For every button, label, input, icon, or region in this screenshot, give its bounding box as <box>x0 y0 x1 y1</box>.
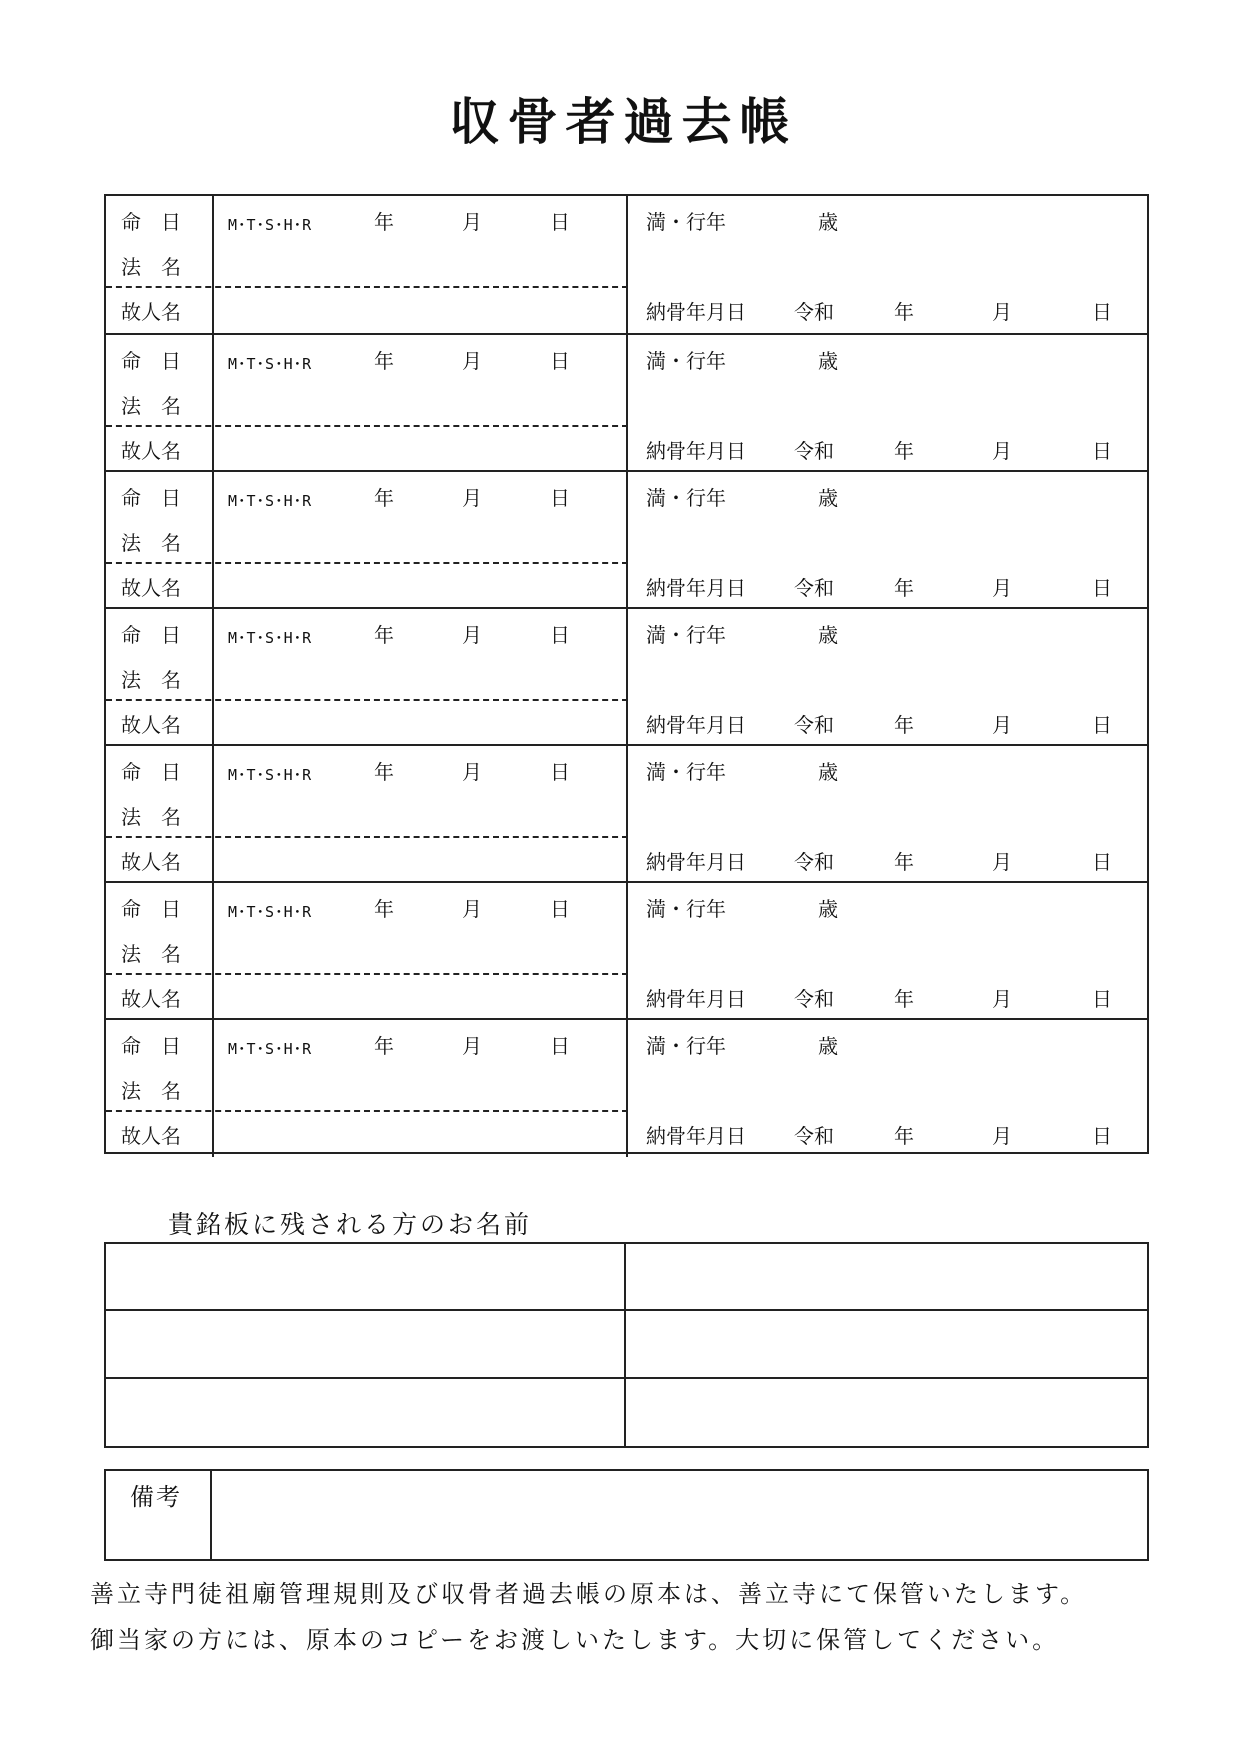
age-label: 満・行年 <box>646 210 726 234</box>
remarks-field[interactable] <box>212 1471 1147 1559</box>
dharma-name-field[interactable] <box>214 790 626 834</box>
age-column-divider <box>626 609 628 746</box>
interment-month-label: 月 <box>992 439 1012 463</box>
age-label: 満・行年 <box>646 349 726 373</box>
dashed-separator <box>106 836 628 838</box>
interment-month-label: 月 <box>992 713 1012 737</box>
age-label: 満・行年 <box>646 1034 726 1058</box>
month-label: 月 <box>462 897 482 921</box>
deceased-name-label: 故人名 <box>121 1124 181 1148</box>
dharma-name-field[interactable] <box>214 1064 626 1108</box>
interment-day-label: 日 <box>1092 576 1112 600</box>
month-label: 月 <box>462 210 482 234</box>
deceased-name-label: 故人名 <box>121 850 181 874</box>
age-column-divider <box>626 196 628 333</box>
day-label: 日 <box>550 623 570 647</box>
era-options: M･T･S･H･R <box>228 216 313 234</box>
interment-month-label: 月 <box>992 987 1012 1011</box>
age-unit: 歳 <box>818 1034 838 1058</box>
dharma-name-label: 法 名 <box>121 668 181 692</box>
interment-day-label: 日 <box>1092 850 1112 874</box>
interment-era: 令和 <box>794 300 834 324</box>
plaque-name-field[interactable] <box>626 1244 1147 1311</box>
dashed-separator <box>106 562 628 564</box>
year-label: 年 <box>374 486 394 510</box>
year-label: 年 <box>374 897 394 921</box>
dharma-name-field[interactable] <box>214 379 626 423</box>
interment-era: 令和 <box>794 987 834 1011</box>
dharma-name-label: 法 名 <box>121 1079 181 1103</box>
age-unit: 歳 <box>818 760 838 784</box>
era-options: M･T･S･H･R <box>228 903 313 921</box>
age-column-divider <box>626 1020 628 1157</box>
dharma-name-field[interactable] <box>214 516 626 560</box>
death-date-label: 命 日 <box>121 1034 181 1058</box>
age-label: 満・行年 <box>646 486 726 510</box>
death-date-label: 命 日 <box>121 623 181 647</box>
record-row <box>106 607 1147 746</box>
deceased-name-label: 故人名 <box>121 987 181 1011</box>
deceased-name-label: 故人名 <box>121 713 181 737</box>
month-label: 月 <box>462 486 482 510</box>
era-options: M･T･S･H･R <box>228 766 313 784</box>
record-row <box>106 881 1147 1020</box>
plaque-names-table <box>104 1242 1149 1448</box>
records-table <box>104 194 1149 1154</box>
death-date-label: 命 日 <box>121 897 181 921</box>
interment-month-label: 月 <box>992 576 1012 600</box>
death-date-label: 命 日 <box>121 349 181 373</box>
deceased-name-label: 故人名 <box>121 439 181 463</box>
month-label: 月 <box>462 760 482 784</box>
deceased-name-label: 故人名 <box>121 576 181 600</box>
deceased-name-field[interactable] <box>214 1113 626 1157</box>
age-unit: 歳 <box>818 349 838 373</box>
interment-date-label: 納骨年月日 <box>646 1124 746 1148</box>
age-unit: 歳 <box>818 210 838 234</box>
year-label: 年 <box>374 210 394 234</box>
plaque-names-heading: 貴銘板に残される方のお名前 <box>168 1210 533 1239</box>
dharma-name-label: 法 名 <box>121 805 181 829</box>
record-row <box>106 744 1147 883</box>
dashed-separator <box>106 973 628 975</box>
age-label: 満・行年 <box>646 623 726 647</box>
deceased-name-field[interactable] <box>214 702 626 746</box>
footer-note-2: 御当家の方には、原本のコピーをお渡しいたします。大切に保管してください。 <box>90 1626 1060 1654</box>
day-label: 日 <box>550 486 570 510</box>
month-label: 月 <box>462 623 482 647</box>
day-label: 日 <box>550 760 570 784</box>
interment-date-label: 納骨年月日 <box>646 300 746 324</box>
plaque-name-field[interactable] <box>106 1244 626 1311</box>
remarks-box <box>104 1469 1149 1561</box>
plaque-name-field[interactable] <box>626 1311 1147 1379</box>
remarks-label-cell <box>106 1471 212 1559</box>
interment-year-label: 年 <box>894 439 914 463</box>
dharma-name-label: 法 名 <box>121 255 181 279</box>
age-column-divider <box>626 335 628 472</box>
age-column-divider <box>626 472 628 609</box>
interment-date-label: 納骨年月日 <box>646 850 746 874</box>
month-label: 月 <box>462 349 482 373</box>
age-unit: 歳 <box>818 897 838 921</box>
day-label: 日 <box>550 210 570 234</box>
interment-year-label: 年 <box>894 576 914 600</box>
dashed-separator <box>106 1110 628 1112</box>
interment-month-label: 月 <box>992 300 1012 324</box>
remarks-label: 備考 <box>130 1483 182 1511</box>
age-unit: 歳 <box>818 623 838 647</box>
year-label: 年 <box>374 623 394 647</box>
deceased-name-field[interactable] <box>214 428 626 472</box>
age-label: 満・行年 <box>646 760 726 784</box>
deceased-name-field[interactable] <box>214 976 626 1020</box>
interment-date-label: 納骨年月日 <box>646 713 746 737</box>
interment-day-label: 日 <box>1092 300 1112 324</box>
interment-era: 令和 <box>794 1124 834 1148</box>
interment-date-label: 納骨年月日 <box>646 576 746 600</box>
dashed-separator <box>106 699 628 701</box>
era-options: M･T･S･H･R <box>228 629 313 647</box>
record-row <box>106 196 1147 333</box>
year-label: 年 <box>374 349 394 373</box>
interment-month-label: 月 <box>992 1124 1012 1148</box>
interment-era: 令和 <box>794 576 834 600</box>
day-label: 日 <box>550 1034 570 1058</box>
interment-era: 令和 <box>794 439 834 463</box>
interment-date-label: 納骨年月日 <box>646 987 746 1011</box>
interment-year-label: 年 <box>894 713 914 737</box>
interment-month-label: 月 <box>992 850 1012 874</box>
dashed-separator <box>106 286 628 288</box>
interment-day-label: 日 <box>1092 1124 1112 1148</box>
interment-era: 令和 <box>794 850 834 874</box>
interment-year-label: 年 <box>894 850 914 874</box>
death-date-label: 命 日 <box>121 486 181 510</box>
deceased-name-field[interactable] <box>214 289 626 333</box>
dashed-separator <box>106 425 628 427</box>
age-label: 満・行年 <box>646 897 726 921</box>
death-date-label: 命 日 <box>121 760 181 784</box>
footer-note-1: 善立寺門徒祖廟管理規則及び収骨者過去帳の原本は、善立寺にて保管いたします。 <box>90 1580 1088 1608</box>
interment-year-label: 年 <box>894 300 914 324</box>
era-options: M･T･S･H･R <box>228 1040 313 1058</box>
age-column-divider <box>626 883 628 1020</box>
month-label: 月 <box>462 1034 482 1058</box>
day-label: 日 <box>550 349 570 373</box>
era-options: M･T･S･H･R <box>228 492 313 510</box>
dharma-name-label: 法 名 <box>121 942 181 966</box>
dharma-name-label: 法 名 <box>121 531 181 555</box>
death-date-label: 命 日 <box>121 210 181 234</box>
record-row <box>106 1018 1147 1157</box>
interment-year-label: 年 <box>894 1124 914 1148</box>
deceased-name-field[interactable] <box>214 565 626 609</box>
year-label: 年 <box>374 1034 394 1058</box>
era-options: M･T･S･H･R <box>228 355 313 373</box>
plaque-name-field[interactable] <box>106 1311 626 1379</box>
dharma-name-field[interactable] <box>214 653 626 697</box>
record-row <box>106 470 1147 609</box>
dharma-name-field[interactable] <box>214 927 626 971</box>
age-unit: 歳 <box>818 486 838 510</box>
interment-date-label: 納骨年月日 <box>646 439 746 463</box>
interment-year-label: 年 <box>894 987 914 1011</box>
dharma-name-label: 法 名 <box>121 394 181 418</box>
deceased-name-field[interactable] <box>214 839 626 883</box>
plaque-name-field[interactable] <box>106 1379 626 1446</box>
page-title: 収骨者過去帳 <box>449 92 798 151</box>
deceased-name-label: 故人名 <box>121 300 181 324</box>
interment-day-label: 日 <box>1092 713 1112 737</box>
dharma-name-field[interactable] <box>214 240 626 284</box>
interment-era: 令和 <box>794 713 834 737</box>
year-label: 年 <box>374 760 394 784</box>
interment-day-label: 日 <box>1092 439 1112 463</box>
day-label: 日 <box>550 897 570 921</box>
age-column-divider <box>626 746 628 883</box>
record-row <box>106 333 1147 472</box>
plaque-name-field[interactable] <box>626 1379 1147 1446</box>
interment-day-label: 日 <box>1092 987 1112 1011</box>
